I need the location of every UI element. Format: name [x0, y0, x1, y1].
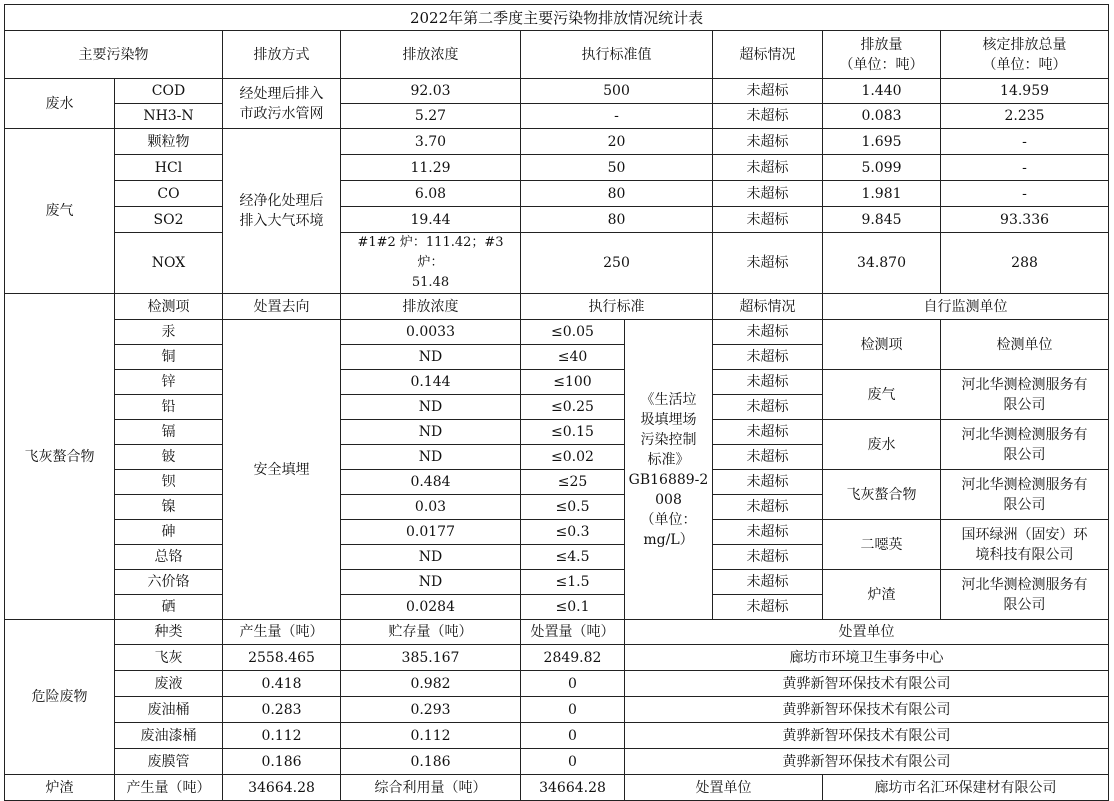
monitor-item: 废水: [823, 420, 941, 470]
cell-amount: 5.099: [823, 155, 941, 181]
cell-conc: 0.0284: [341, 595, 521, 620]
cell-total: 93.336: [941, 207, 1109, 233]
header-amount: 排放量 （单位：吨）: [823, 31, 941, 79]
wastewater-method: 经处理后排入 市政污水管网: [223, 79, 341, 129]
wastewater-label: 废水: [5, 79, 115, 129]
cell-conc: ND: [341, 445, 521, 470]
cell-disposed: 0: [521, 671, 625, 697]
cell-total: -: [941, 181, 1109, 207]
cell-conc: ND: [341, 570, 521, 595]
table-row: [5, 697, 1109, 723]
cell-item: COD: [115, 79, 223, 104]
cell-amount: 9.845: [823, 207, 941, 233]
slag-label: 炉渣: [5, 775, 115, 801]
cell-total: 14.959: [941, 79, 1109, 104]
cell-exceed: 未超标: [713, 495, 823, 520]
cell-conc: 19.44: [341, 207, 521, 233]
cell-item: 六价铬: [115, 570, 223, 595]
cell-amount: 0.083: [823, 104, 941, 129]
cell-exceed: 未超标: [713, 320, 823, 345]
cell-total: 2.235: [941, 104, 1109, 129]
hazardous-header-row: [5, 620, 1109, 645]
cell-conc: ND: [341, 395, 521, 420]
table-title: 2022年第二季度主要污染物排放情况统计表: [5, 5, 1109, 31]
cell-unit: 黄骅新智环保技术有限公司: [625, 697, 1109, 723]
cell-item: 钡: [115, 470, 223, 495]
cell-item: 砷: [115, 520, 223, 545]
cell-disposed: 0: [521, 749, 625, 775]
table-row: [5, 181, 1109, 207]
cell-limit: ≤0.02: [521, 445, 625, 470]
cell-exceed: 未超标: [713, 545, 823, 570]
cell-total: -: [941, 129, 1109, 155]
cell-type: 废油漆桶: [115, 723, 223, 749]
cell-limit: ≤0.25: [521, 395, 625, 420]
slag-row: [5, 775, 1109, 801]
cell-disposed: 0: [521, 697, 625, 723]
header-exceed: 超标情况: [713, 31, 823, 79]
monitor-item: 二噁英: [823, 520, 941, 570]
cell-exceed: 未超标: [713, 79, 823, 104]
table-row: [5, 749, 1109, 775]
monitor-item: 飞灰螯合物: [823, 470, 941, 520]
slag-utilized-label: 综合利用量（吨）: [341, 775, 521, 801]
cell-exceed: 未超标: [713, 345, 823, 370]
hazardous-header-type: 种类: [115, 620, 223, 645]
cell-limit: ≤0.15: [521, 420, 625, 445]
cell-item: 铍: [115, 445, 223, 470]
cell-limit: ≤40: [521, 345, 625, 370]
cell-type: 废膜管: [115, 749, 223, 775]
cell-item: SO2: [115, 207, 223, 233]
cell-stored: 0.186: [341, 749, 521, 775]
cell-type: 废液: [115, 671, 223, 697]
cell-item: 锌: [115, 370, 223, 395]
cell-std: -: [521, 104, 713, 129]
cell-std: 80: [521, 207, 713, 233]
cell-conc: 0.03: [341, 495, 521, 520]
monitor-unit: 河北华测检测服务有 限公司: [941, 570, 1109, 620]
cell-amount: 1.695: [823, 129, 941, 155]
header-pollutant: 主要污染物: [5, 31, 223, 79]
cell-amount: 1.440: [823, 79, 941, 104]
cell-limit: ≤1.5: [521, 570, 625, 595]
cell-conc: 11.29: [341, 155, 521, 181]
cell-conc: 6.08: [341, 181, 521, 207]
flyash-header-monitor: 自行监测单位: [823, 294, 1109, 320]
cell-exceed: 未超标: [713, 420, 823, 445]
table-row: [5, 233, 1109, 294]
cell-total: 288: [941, 233, 1109, 294]
cell-unit: 黄骅新智环保技术有限公司: [625, 671, 1109, 697]
cell-conc: 5.27: [341, 104, 521, 129]
slag-unit-label: 处置单位: [625, 775, 823, 801]
slag-produced: 34664.28: [223, 775, 341, 801]
flyash-header-exceed: 超标情况: [713, 294, 823, 320]
cell-item: HCl: [115, 155, 223, 181]
cell-limit: ≤0.3: [521, 520, 625, 545]
table-row: [5, 470, 1109, 495]
cell-item: CO: [115, 181, 223, 207]
slag-produced-label: 产生量（吨）: [115, 775, 223, 801]
table-row: [5, 570, 1109, 595]
cell-conc: 92.03: [341, 79, 521, 104]
cell-stored: 0.293: [341, 697, 521, 723]
cell-exceed: 未超标: [713, 370, 823, 395]
cell-conc: 0.0177: [341, 520, 521, 545]
hazardous-header-unit: 处置单位: [625, 620, 1109, 645]
flyash-standard-text: 《生活垃 圾填埋场 污染控制 标准》 GB16889-2 008 （单位： mg/L）: [625, 320, 713, 620]
cell-exceed: 未超标: [713, 445, 823, 470]
cell-limit: ≤0.5: [521, 495, 625, 520]
cell-limit: ≤0.05: [521, 320, 625, 345]
flyash-header-item: 检测项: [115, 294, 223, 320]
cell-item: 硒: [115, 595, 223, 620]
cell-stored: 0.112: [341, 723, 521, 749]
cell-exceed: 未超标: [713, 520, 823, 545]
header-concentration: 排放浓度: [341, 31, 521, 79]
cell-disposed: 0: [521, 723, 625, 749]
table-row: [5, 320, 1109, 345]
cell-exceed: 未超标: [713, 233, 823, 294]
flyash-label: 飞灰螯合物: [5, 294, 115, 620]
exhaust-label: 废气: [5, 129, 115, 294]
cell-conc: ND: [341, 345, 521, 370]
cell-conc: ND: [341, 420, 521, 445]
slag-unit: 廊坊市名汇环保建材有限公司: [823, 775, 1109, 801]
cell-type: 废油桶: [115, 697, 223, 723]
cell-unit: 黄骅新智环保技术有限公司: [625, 723, 1109, 749]
cell-exceed: 未超标: [713, 570, 823, 595]
hazardous-header-stored: 贮存量（吨）: [341, 620, 521, 645]
cell-limit: ≤25: [521, 470, 625, 495]
cell-unit: 廊坊市环境卫生事务中心: [625, 645, 1109, 671]
cell-std: 250: [521, 233, 713, 294]
hazardous-header-disposed: 处置量（吨）: [521, 620, 625, 645]
table-row: [5, 645, 1109, 671]
cell-item: 颗粒物: [115, 129, 223, 155]
emission-statistics-sheet: [4, 4, 1109, 801]
table-row: [5, 207, 1109, 233]
flyash-header-std: 执行标准: [521, 294, 713, 320]
cell-conc: #1#2 炉：111.42；#3 炉： 51.48: [341, 233, 521, 294]
monitor-unit: 河北华测检测服务有 限公司: [941, 420, 1109, 470]
slag-utilized: 34664.28: [521, 775, 625, 801]
cell-exceed: 未超标: [713, 595, 823, 620]
cell-total: -: [941, 155, 1109, 181]
emission-table: [4, 4, 1109, 801]
exhaust-method: 经净化处理后 排入大气环境: [223, 129, 341, 294]
cell-exceed: 未超标: [713, 207, 823, 233]
cell-exceed: 未超标: [713, 470, 823, 495]
table-row: [5, 520, 1109, 545]
cell-exceed: 未超标: [713, 155, 823, 181]
cell-limit: ≤4.5: [521, 545, 625, 570]
hazardous-label: 危险废物: [5, 620, 115, 775]
monitor-unit: 国环绿洲（固安）环 境科技有限公司: [941, 520, 1109, 570]
cell-limit: ≤0.1: [521, 595, 625, 620]
monitor-header-item: 检测项: [823, 320, 941, 370]
flyash-disposal: 安全填埋: [223, 320, 341, 620]
cell-std: 20: [521, 129, 713, 155]
cell-conc: 0.144: [341, 370, 521, 395]
cell-item: 铅: [115, 395, 223, 420]
flyash-header-row: [5, 294, 1109, 320]
cell-conc: 3.70: [341, 129, 521, 155]
header-method: 排放方式: [223, 31, 341, 79]
cell-produced: 2558.465: [223, 645, 341, 671]
cell-stored: 385.167: [341, 645, 521, 671]
cell-unit: 黄骅新智环保技术有限公司: [625, 749, 1109, 775]
hazardous-header-produced: 产生量（吨）: [223, 620, 341, 645]
cell-produced: 0.112: [223, 723, 341, 749]
monitor-unit: 河北华测检测服务有 限公司: [941, 370, 1109, 420]
cell-item: NH3-N: [115, 104, 223, 129]
cell-item: NOX: [115, 233, 223, 294]
cell-type: 飞灰: [115, 645, 223, 671]
monitor-header-unit: 检测单位: [941, 320, 1109, 370]
cell-std: 80: [521, 181, 713, 207]
cell-exceed: 未超标: [713, 181, 823, 207]
table-row: [5, 723, 1109, 749]
cell-exceed: 未超标: [713, 395, 823, 420]
table-row: [5, 129, 1109, 155]
monitor-unit: 河北华测检测服务有 限公司: [941, 470, 1109, 520]
table-row: [5, 79, 1109, 104]
cell-amount: 1.981: [823, 181, 941, 207]
cell-std: 50: [521, 155, 713, 181]
cell-produced: 0.186: [223, 749, 341, 775]
monitor-item: 废气: [823, 370, 941, 420]
cell-item: 铜: [115, 345, 223, 370]
table-row: [5, 671, 1109, 697]
header-standard: 执行标准值: [521, 31, 713, 79]
cell-stored: 0.982: [341, 671, 521, 697]
cell-conc: ND: [341, 545, 521, 570]
header-total: 核定排放总量 （单位：吨）: [941, 31, 1109, 79]
cell-std: 500: [521, 79, 713, 104]
cell-disposed: 2849.82: [521, 645, 625, 671]
cell-item: 镍: [115, 495, 223, 520]
table-row: [5, 420, 1109, 445]
cell-produced: 0.418: [223, 671, 341, 697]
monitor-item: 炉渣: [823, 570, 941, 620]
table-row: [5, 155, 1109, 181]
cell-item: 总铬: [115, 545, 223, 570]
cell-amount: 34.870: [823, 233, 941, 294]
cell-exceed: 未超标: [713, 104, 823, 129]
flyash-header-conc: 排放浓度: [341, 294, 521, 320]
cell-produced: 0.283: [223, 697, 341, 723]
cell-item: 镉: [115, 420, 223, 445]
cell-conc: 0.0033: [341, 320, 521, 345]
table-row: [5, 370, 1109, 395]
table-row: [5, 104, 1109, 129]
flyash-header-disposal: 处置去向: [223, 294, 341, 320]
cell-conc: 0.484: [341, 470, 521, 495]
cell-limit: ≤100: [521, 370, 625, 395]
cell-item: 汞: [115, 320, 223, 345]
cell-exceed: 未超标: [713, 129, 823, 155]
